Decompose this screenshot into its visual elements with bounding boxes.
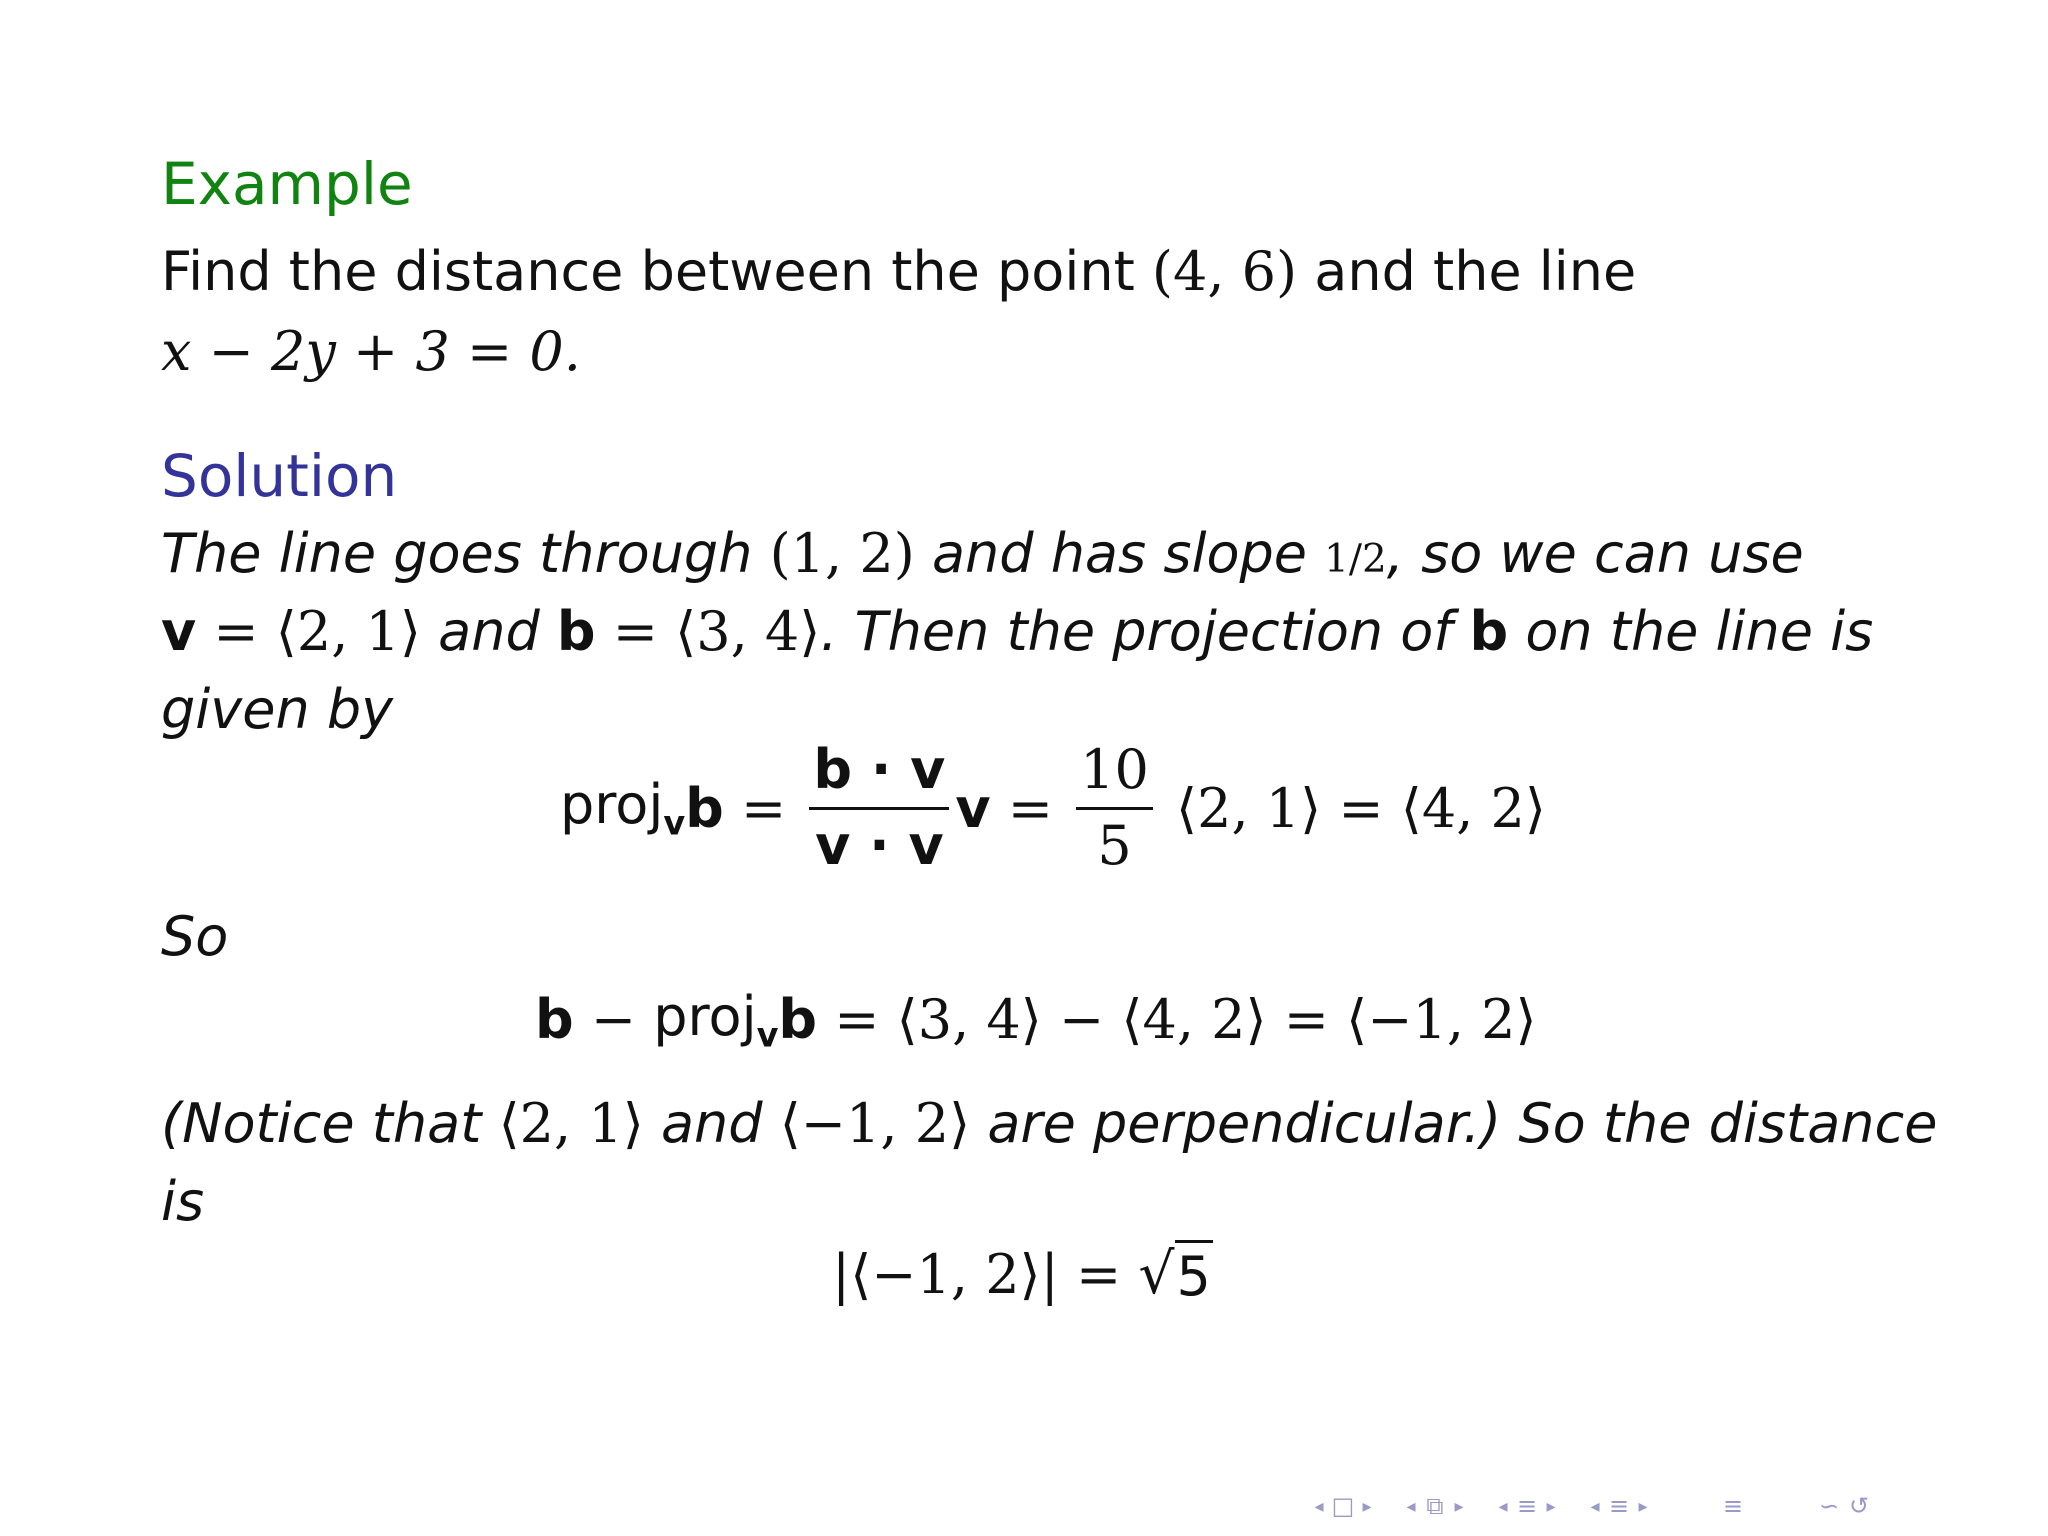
fraction-denominator: v · v bbox=[815, 813, 944, 877]
next-section-icon[interactable]: ▸ bbox=[1546, 1495, 1556, 1517]
is-label: is bbox=[161, 1170, 205, 1233]
section-icon[interactable]: ≡ bbox=[1516, 1492, 1538, 1520]
vector-value: ⟨2, 1⟩ bbox=[498, 1092, 644, 1155]
next-subsection-icon[interactable]: ▸ bbox=[1454, 1495, 1464, 1517]
solution-text: on the line is bbox=[1508, 600, 1874, 663]
notice-text: and bbox=[643, 1092, 780, 1155]
document-nav bbox=[1718, 1492, 1748, 1520]
frame-nav bbox=[1310, 1492, 1376, 1520]
fraction-bar bbox=[1076, 807, 1153, 810]
difference-equation bbox=[535, 985, 1537, 1055]
solution-line1 bbox=[161, 522, 1804, 585]
solution-text: The line goes through bbox=[161, 522, 770, 585]
example-point: (4, 6) bbox=[1151, 240, 1298, 303]
solution-line2 bbox=[161, 600, 1874, 663]
subsection-icon[interactable]: ⧉ bbox=[1426, 1492, 1444, 1520]
solution-text: , so we can use bbox=[1386, 522, 1804, 585]
part-icon[interactable]: ≡ bbox=[1608, 1492, 1630, 1520]
sqrt-radicand: 5 bbox=[1175, 1240, 1213, 1308]
example-text: Find the distance between the point bbox=[161, 240, 1152, 303]
prev-section-icon[interactable]: ◂ bbox=[1498, 1495, 1508, 1517]
solution-text: and has slope bbox=[914, 522, 1325, 585]
frame-icon[interactable]: □ bbox=[1331, 1492, 1355, 1520]
prev-frame-icon[interactable]: ◂ bbox=[1314, 1495, 1324, 1517]
document-icon[interactable]: ≡ bbox=[1722, 1492, 1744, 1520]
solution-point: (1, 2) bbox=[769, 522, 915, 585]
vector-b: b bbox=[556, 600, 596, 663]
next-part-icon[interactable]: ▸ bbox=[1638, 1495, 1648, 1517]
example-equation: x − 2y + 3 = 0. bbox=[161, 320, 581, 383]
example-statement-line1 bbox=[161, 240, 1637, 303]
solution-line3: given by bbox=[161, 678, 394, 741]
search-back-icon[interactable]: ∽ bbox=[1818, 1492, 1840, 1520]
prev-part-icon[interactable]: ◂ bbox=[1590, 1495, 1600, 1517]
section-nav bbox=[1494, 1492, 1560, 1520]
equals-sign: = bbox=[723, 776, 804, 840]
next-frame-icon[interactable]: ▸ bbox=[1362, 1495, 1372, 1517]
example-text-tail: and the line bbox=[1297, 240, 1637, 303]
minus-sign: − bbox=[573, 988, 654, 1052]
example-heading: Example bbox=[161, 150, 413, 218]
vector-v-value: = ⟨2, 1⟩ bbox=[196, 600, 421, 663]
vector-b-value: = ⟨3, 4⟩ bbox=[595, 600, 821, 663]
back-icon[interactable]: ↺ bbox=[1848, 1492, 1870, 1520]
vector-b: b bbox=[685, 776, 724, 840]
scalar-fraction bbox=[1076, 738, 1153, 877]
vector-b: b bbox=[535, 988, 574, 1052]
beamer-navigation bbox=[1310, 1490, 2030, 1522]
fraction-numerator: 10 bbox=[1080, 738, 1149, 801]
prev-subsection-icon[interactable]: ◂ bbox=[1406, 1495, 1416, 1517]
projection-result: ⟨2, 1⟩ = ⟨4, 2⟩ bbox=[1158, 776, 1546, 840]
solution-text: and bbox=[420, 600, 557, 663]
magnitude-expression: |⟨−1, 2⟩| = bbox=[832, 1242, 1139, 1306]
proj-label: proj$_v$ bbox=[653, 985, 779, 1055]
vector-value: ⟨−1, 2⟩ bbox=[779, 1092, 971, 1155]
vector-v: v bbox=[161, 600, 197, 663]
difference-result: = ⟨3, 4⟩ − ⟨4, 2⟩ = ⟨−1, 2⟩ bbox=[817, 988, 1537, 1052]
vector-v: v bbox=[955, 776, 991, 840]
dot-product-fraction bbox=[809, 738, 949, 877]
part-nav bbox=[1586, 1492, 1652, 1520]
fraction-denominator: 5 bbox=[1097, 813, 1132, 877]
solution-text: . Then the projection of bbox=[820, 600, 1470, 663]
search-nav bbox=[1814, 1492, 1874, 1520]
vector-b: b bbox=[1469, 600, 1509, 663]
notice-line bbox=[161, 1092, 1938, 1155]
notice-text: are perpendicular.) So the distance bbox=[970, 1092, 1938, 1155]
so-label: So bbox=[161, 905, 229, 968]
subsection-nav bbox=[1402, 1492, 1468, 1520]
fraction-numerator: b · v bbox=[813, 738, 946, 801]
sqrt-icon: √ bbox=[1138, 1241, 1175, 1307]
distance-equation bbox=[832, 1240, 1213, 1308]
proj-label: proj$_v$ bbox=[560, 773, 686, 844]
solution-heading: Solution bbox=[161, 442, 398, 510]
equals-sign: = bbox=[990, 776, 1071, 840]
notice-text: (Notice that bbox=[161, 1092, 499, 1155]
slope-value: 1/2 bbox=[1324, 537, 1387, 582]
projection-equation bbox=[560, 738, 1546, 877]
vector-b: b bbox=[778, 988, 818, 1052]
fraction-bar bbox=[809, 807, 949, 810]
